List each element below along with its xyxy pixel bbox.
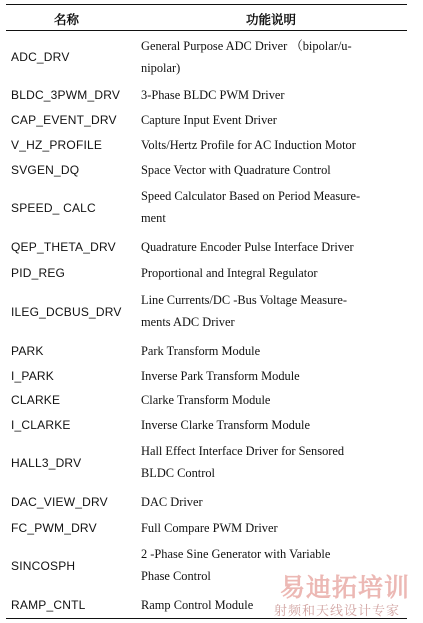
module-name: SINCOSPH [11,559,76,573]
module-name: PID_REG [11,266,66,280]
table-header [6,6,407,30]
module-name: CAP_EVENT_DRV [11,113,117,127]
watermark [270,568,420,620]
module-name: ADC_DRV [11,50,70,64]
module-name: I_CLARKE [11,418,71,432]
module-name: HALL3_DRV [11,456,82,470]
module-name: ILEG_DCBUS_DRV [11,305,122,319]
module-name: QEP_THETA_DRV [11,240,116,254]
module-name: FC_PWM_DRV [11,521,97,535]
module-description: DAC Driver [141,495,203,509]
module-description: Clarke Transform Module [141,393,271,407]
watermark-title: 易迪拓培训 [280,573,411,602]
table-top-rule [6,4,407,5]
module-name: CLARKE [11,393,61,407]
module-description: Full Compare PWM Driver [141,521,278,535]
module-description: Quadrature Encoder Pulse Interface Driver [141,240,354,254]
module-description: Park Transform Module [141,344,261,358]
header-description: 功能说明 [246,12,297,27]
module-name: BLDC_3PWM_DRV [11,88,121,102]
module-name: I_PARK [11,369,54,383]
module-description: Inverse Park Transform Module [141,369,300,383]
module-name: SPEED_ CALC [11,201,96,215]
module-description: Line Currents/DC -Bus Voltage Measure- ments ADC Driver [141,293,348,329]
module-name: PARK [11,344,44,358]
watermark-subtitle: 射频和天线设计专家 [274,604,401,619]
module-description: 2 -Phase Sine Generator with Variable Phase Control [141,547,331,583]
module-name: RAMP_CNTL [11,598,86,612]
module-description: Space Vector with Quadrature Control [141,163,331,177]
module-description: Hall Effect Interface Driver for Sensored BLDC Control [141,444,345,480]
module-description: Speed Calculator Based on Period Measure- ment [141,189,361,225]
module-description: Volts/Hertz Profile for AC Induction Motor [141,138,356,152]
module-description: 3-Phase BLDC PWM Driver [141,88,285,102]
header-rule [6,30,407,31]
module-name: DAC_VIEW_DRV [11,495,108,509]
module-description: Ramp Control Module [141,598,254,612]
module-name: V_HZ_PROFILE [11,138,103,152]
module-description: Capture Input Event Driver [141,113,277,127]
module-description: General Purpose ADC Driver （bipolar/u- nipolar) [141,39,352,75]
header-name: 名称 [54,12,80,27]
module-description: Inverse Clarke Transform Module [141,418,310,432]
module-name: SVGEN_DQ [11,163,80,177]
module-description: Proportional and Integral Regulator [141,266,318,280]
